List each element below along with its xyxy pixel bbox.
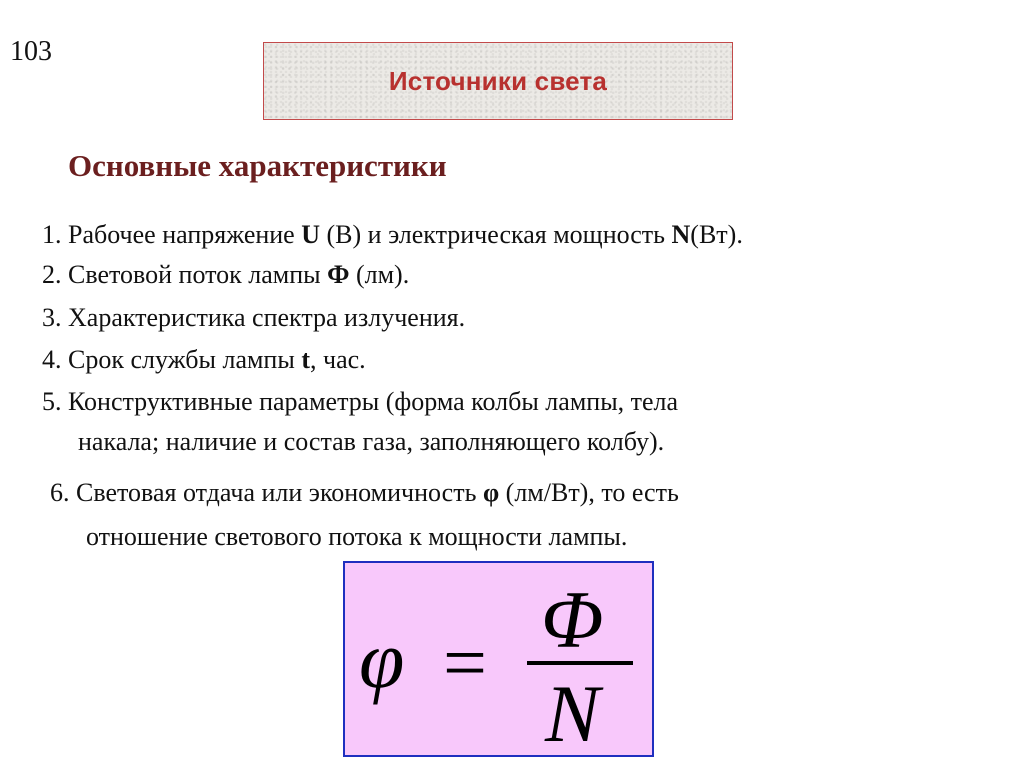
list-item-4 — [42, 343, 366, 377]
item-text: (лм/Вт), то есть — [499, 478, 679, 507]
item-text: Рабочее напряжение — [61, 220, 302, 249]
item-symbol: φ — [482, 478, 500, 507]
list-item-5 — [42, 385, 678, 419]
list-item-2 — [42, 258, 409, 292]
item-text: Характеристика спектра излучения. — [61, 303, 466, 332]
formula-lhs: φ — [359, 614, 405, 705]
item-number: 6. — [50, 478, 70, 507]
list-item-6 — [50, 476, 679, 510]
formula-box — [343, 561, 654, 757]
slide-number: 103 — [10, 36, 52, 67]
item-text: отношение светового потока к мощности лампы. — [86, 522, 628, 551]
item-text: (Вт). — [690, 220, 743, 249]
item-number: 1. — [42, 220, 62, 249]
item-text: Конструктивные параметры (форма колбы лампы, тела — [61, 387, 679, 416]
item-text: (В) и электрическая мощность — [320, 220, 672, 249]
list-item-1 — [42, 218, 743, 252]
list-item-6-continuation — [86, 520, 627, 554]
item-symbol: N — [671, 220, 691, 249]
item-number: 5. — [42, 387, 62, 416]
item-number: 2. — [42, 260, 62, 289]
section-subtitle: Основные характеристики — [68, 148, 447, 183]
item-text: Световая отдача или экономичность — [69, 478, 483, 507]
list-item-5-continuation — [78, 425, 664, 459]
formula-denominator: N — [545, 668, 600, 755]
item-text: (лм). — [349, 260, 410, 289]
item-text: , час. — [310, 345, 366, 374]
formula-equals: = — [443, 619, 487, 706]
item-number: 3. — [42, 303, 62, 332]
item-text: Световой поток лампы — [61, 260, 328, 289]
item-symbol: t — [301, 345, 310, 374]
title-box — [263, 42, 733, 120]
item-symbol: Ф — [327, 260, 350, 289]
formula-numerator: Φ — [541, 574, 604, 665]
list-item-3 — [42, 301, 465, 335]
slide-title: Источники света — [388, 65, 608, 96]
item-number: 4. — [42, 345, 62, 374]
item-text: накала; наличие и состав газа, заполняющего колбу). — [78, 427, 665, 456]
item-symbol: U — [301, 220, 321, 249]
luminous-efficacy-formula — [345, 563, 652, 755]
item-text: Срок службы лампы — [61, 345, 302, 374]
